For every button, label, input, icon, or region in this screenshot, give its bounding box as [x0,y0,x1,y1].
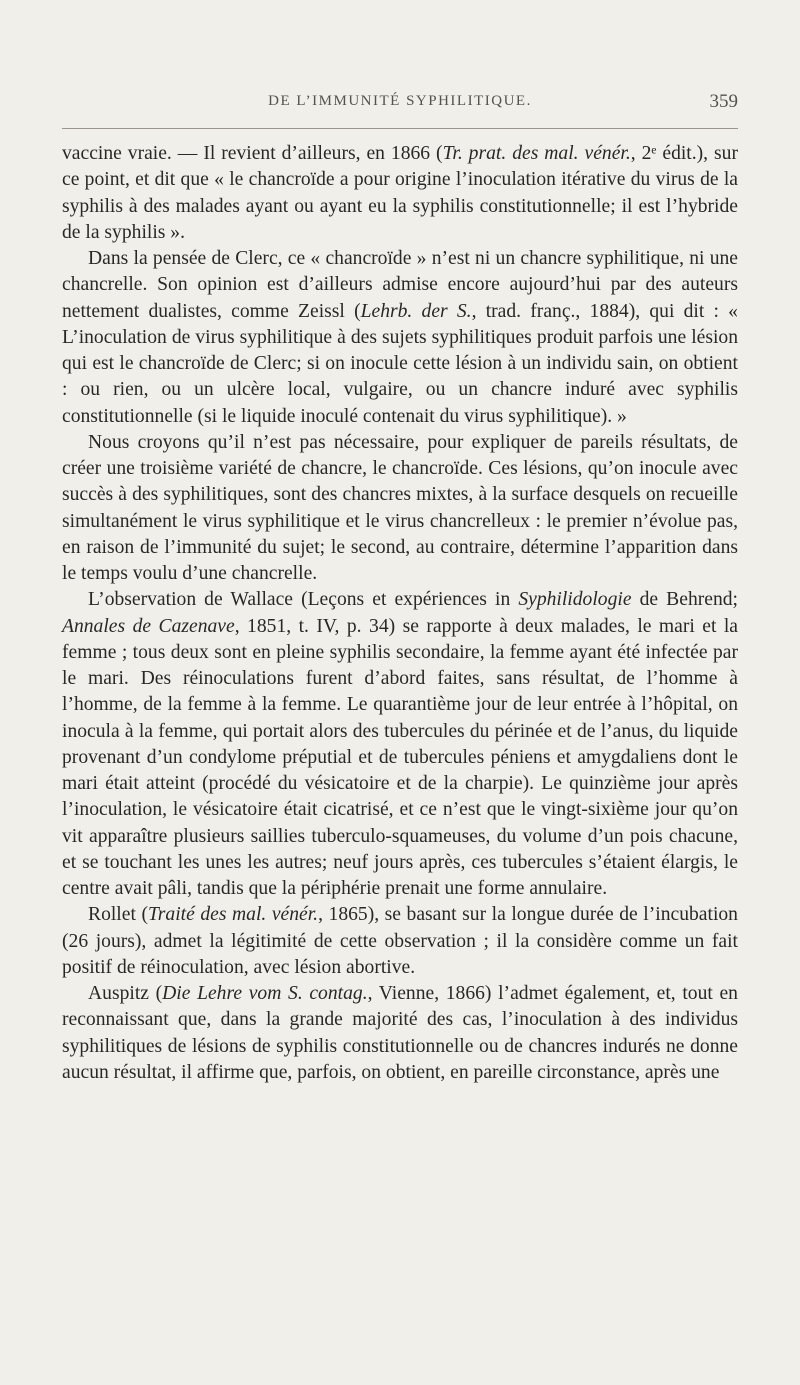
paragraph: Auspitz (Die Lehre vom S. contag., Vienne, 1866) l’admet également, et, tout en reconnaissant que, dans la grande majorité des cas, l’inoculation à des individus syphilitiques de lésions de syphilis constitutionnelle ou de chancres indurés ne donne aucun résultat, il affirme que, parfois, on obtient, en pareille circonstance, après une [62,983,738,1083]
paragraph: Nous croyons qu’il n’est pas nécessaire, pour expliquer de pareils résultats, de créer une troisième variété de chancre, le chancroïde. Ces lésions, qu’on inocule avec succès à des syphilitiques, sont des chancres mixtes, à la surface desquels on recueille simultanément le virus syphilitique et le virus chancrelleux : le premier n’évolue pas, en raison de l’immunité du sujet; le second, au contraire, détermine l’apparition dans le temps voulu d’une chancrelle. [62,431,738,584]
paragraph: Rollet (Traité des mal. vénér., 1865), se basant sur la longue durée de l’incubation (26 jours), admet la légitimité de cette observation ; il la considère comme un fait positif de réinoculation, avec lésion abortive. [62,904,738,978]
paragraph: Dans la pensée de Clerc, ce « chancroïde » n’est ni un chancre syphilitique, ni une chancrelle. Son opinion est d’ailleurs admise encore aujourd’hui par des auteurs nettement dualistes, comme Zeissl (Lehrb. der S., trad. franç., 1884), qui dit : « L’inoculation de virus syphilitique à des sujets syphilitiques produit parfois une lésion qui est le chancroïde de Clerc; si on inocule cette lésion à un individu sain, on obtient : ou rien, ou un ulcère local, vulgaire, ou un chancre induré avec syphilis constitutionnelle (si le liquide inoculé contenait du virus syphilitique). » [62,248,738,427]
paragraph: L’observation de Wallace (Leçons et expériences in Syphilidologie de Behrend; Annales de Cazenave, 1851, t. IV, p. 34) se rapporte à deux malades, le mari et la femme ; tous deux sont en pleine syphilis secondaire, la femme ayant été infectée par le mari. Des réinoculations furent d’abord faites, sans résultat, de l’homme à l’homme, de la femme à la femme. Le quarantième jour de leur entrée à l’hôpital, on inocula à la femme, qui portait alors des tubercules du périnée et de l’anus, du liquide provenant d’un condylome préputial et de tubercules péniens et amygdaliens dont le mari était atteint (procédé du vésicatoire et de la charpie). Le quinzième jour après l’inoculation, le vésicatoire était cicatrisé, et ce n’est que le vingt-sixième jour qu’on vit apparaître plusieurs saillies tuberculo-squameuses, du volume d’un pois chacune, et se touchant les unes les autres; neuf jours après, ces tubercules s’étaient élargis, le centre avait pâli, tandis que la périphérie prenait une forme annulaire. [62,589,738,899]
body-text [62,141,738,1086]
page-number: 359 [709,91,738,112]
paragraph: vaccine vraie. — Il revient d’ailleurs, en 1866 (Tr. prat. des mal. vénér., 2ᵉ édit.), sur ce point, et dit que « le chancroïde a pour origine l’inoculation itérative du virus de la syphilis à des malades ayant ou ayant eu la syphilis constitutionnelle; il est l’hybride de la syphilis ». [62,143,738,243]
running-title: DE L’IMMUNITÉ SYPHILITIQUE. [268,93,532,109]
page-header [62,93,738,119]
header-rule [62,128,738,129]
